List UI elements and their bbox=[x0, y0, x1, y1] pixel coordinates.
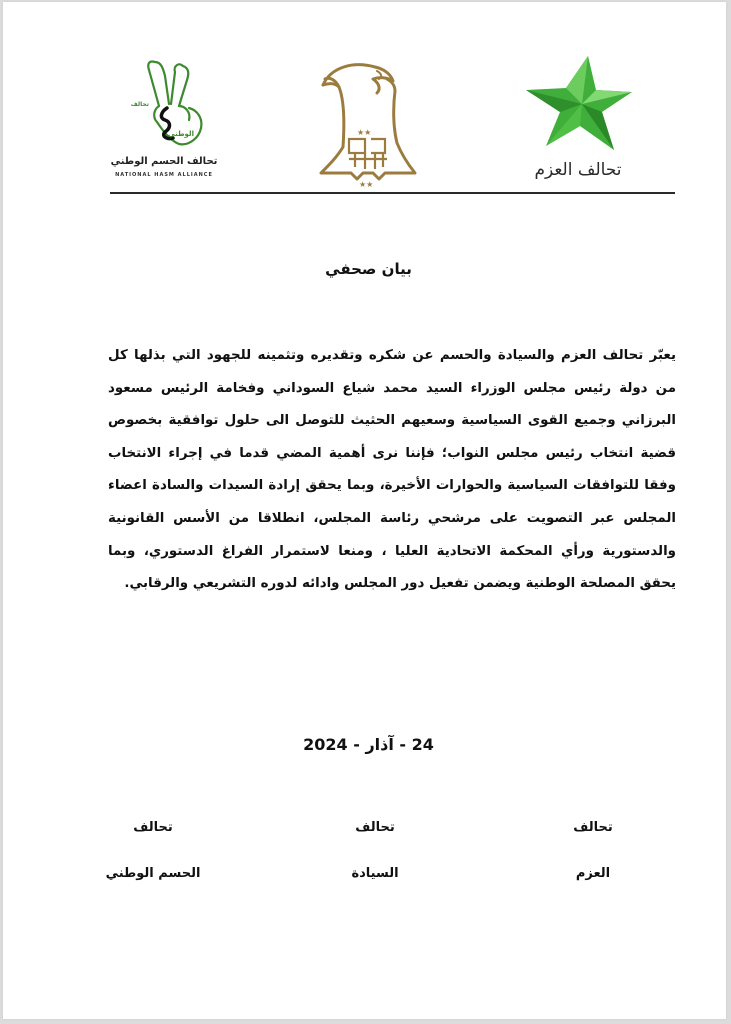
document-title: بيان صحفي bbox=[325, 260, 412, 278]
signature-line2: العزم bbox=[575, 866, 611, 881]
azm-alliance-logo bbox=[518, 54, 638, 184]
statement-date: 24 - آذار - 2024 bbox=[303, 735, 434, 754]
signature-hasm bbox=[83, 820, 223, 881]
document-page bbox=[3, 2, 726, 1019]
svg-text:تحالف: تحالف bbox=[130, 101, 149, 108]
siyada-alliance-logo bbox=[317, 57, 419, 187]
signature-line1: تحالف bbox=[573, 820, 613, 835]
signature-line1: تحالف bbox=[355, 820, 395, 835]
signature-siyada bbox=[305, 820, 445, 881]
signature-line2: السيادة bbox=[351, 866, 399, 881]
hasm-logo-caption-english: NATIONAL HASM ALLIANCE bbox=[115, 172, 213, 178]
signature-line1: تحالف bbox=[133, 820, 173, 835]
svg-text:★★: ★★ bbox=[359, 180, 374, 187]
national-hasm-alliance-logo bbox=[109, 54, 219, 184]
green-star-icon bbox=[518, 54, 638, 154]
header-divider bbox=[110, 192, 675, 194]
statement-body: يعبّر تحالف العزم والسيادة والحسم عن شكره وتقديره وتثمينه للجهود التي بذلها كل من دولة رئيس مجلس الوزراء السيد محمد شياع السوداني وفخامة الرئيس مسعود البرزاني وجميع القوى السياسية وسعيهم الحثيث للتوصل الى حلول توافقية بخصوص قضية انتخاب رئيس مجلس النواب؛ فإننا نرى أهمية المضي قدما في إجراء الانتخاب وفقا للتوافقات السياسية والحوارات الأخيرة، وبما يحقق إرادة السيدات والسادة اعضاء المجلس عبر التصويت على مرشحي رئاسة المجلس، انطلاقا من الأسس القانونية والدستورية ورأي المحكمة الاتحادية العليا ، ومنعا لاستمرار الفراغ الدستوري، وبما يحقق المصلحة الوطنية ويضمن تفعيل دور المجلس وادائه لدوره التشريعي والرقابي. bbox=[108, 348, 676, 592]
victory-hand-icon bbox=[109, 54, 219, 154]
signature-line2: الحسم الوطني bbox=[105, 866, 201, 881]
signature-azm bbox=[523, 820, 663, 881]
hasm-logo-caption: تحالف الحسم الوطني bbox=[110, 156, 218, 167]
azm-logo-caption: تحالف العزم bbox=[534, 160, 622, 180]
svg-text:الوطني: الوطني bbox=[168, 130, 194, 138]
svg-text:★★: ★★ bbox=[357, 128, 372, 137]
eagle-emblem-icon bbox=[317, 57, 419, 187]
